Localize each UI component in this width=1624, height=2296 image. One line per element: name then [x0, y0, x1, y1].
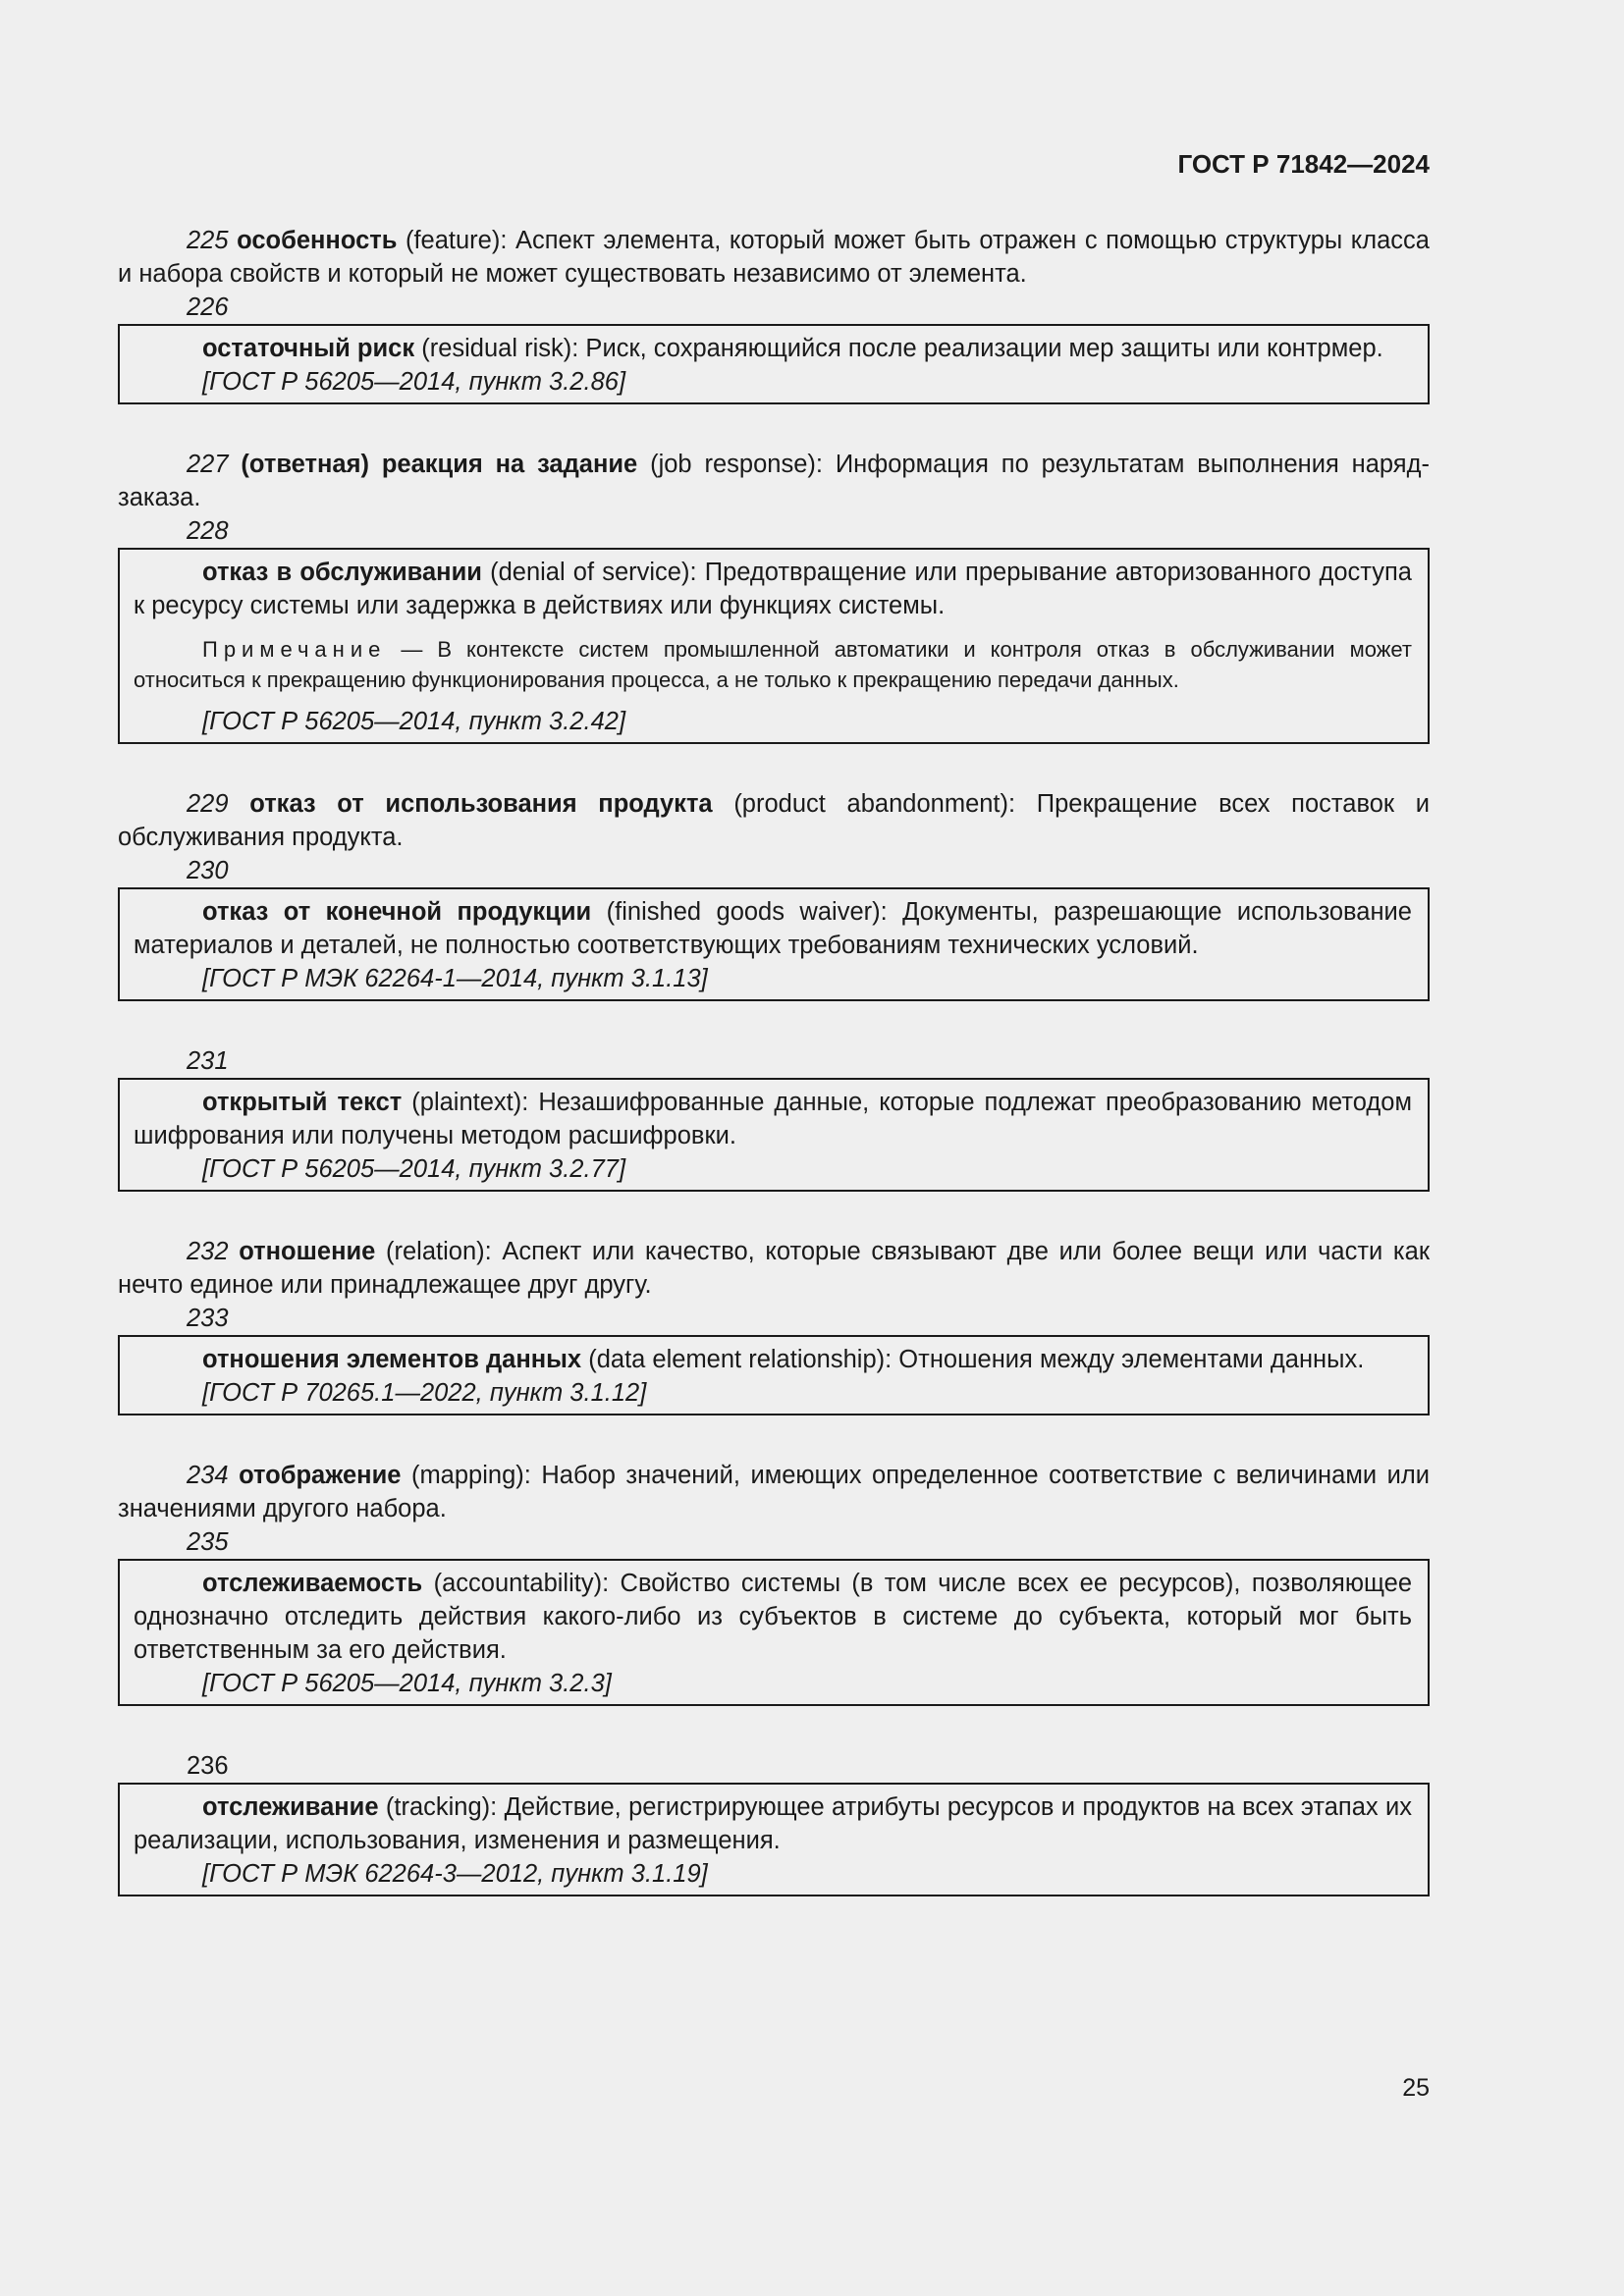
terms-list [118, 224, 1430, 1896]
term-definition: : Аспект элемента, который может быть отражен с помощью структуры класса и набора свойств и который не может существовать независимо от элемента. [118, 227, 1430, 288]
term-source: [ГОСТ Р МЭК 62264-1—2014, пункт 3.1.13] [202, 965, 708, 992]
note-label: Примечание [202, 637, 387, 662]
page-number: 25 [1402, 2074, 1430, 2102]
term-definition: : Незашифрованные данные, которые подлежат преобразованию методом шифрования или получены методом расшифровки. [134, 1089, 1412, 1149]
term-entry-234 [118, 1459, 1430, 1525]
term-number: 235 [187, 1528, 229, 1556]
term-english: (feature) [397, 227, 501, 254]
term-entry-227 [118, 448, 1430, 514]
term-number: 226 [187, 294, 229, 321]
term-name: открытый текст [202, 1089, 403, 1116]
term-source: [ГОСТ Р 56205—2014, пункт 3.2.86] [202, 368, 626, 396]
term-number: 227 [187, 451, 229, 478]
term-name: отказ от использования продукта [249, 790, 713, 818]
term-entry-231 [118, 1078, 1430, 1192]
term-number: 236 [187, 1752, 229, 1780]
term-name: особенность [237, 227, 398, 254]
term-definition: : Действие, регистрирующее атрибуты ресурсов и продуктов на всех этапах их реализации, использования, изменения и размещения. [134, 1793, 1413, 1854]
term-entry-226 [118, 324, 1430, 404]
term-number: 234 [187, 1462, 229, 1489]
term-number: 229 [187, 790, 229, 818]
term-english: (denial of service) [481, 559, 690, 586]
term-english: (residual risk) [414, 335, 572, 362]
term-english: (finished goods waiver) [591, 898, 881, 926]
term-entry-230 [118, 887, 1430, 1001]
term-name: отображение [239, 1462, 402, 1489]
term-name: (ответная) реакция на задание [241, 451, 638, 478]
term-entry-228 [118, 548, 1430, 744]
term-source: [ГОСТ Р 56205—2014, пункт 3.2.77] [202, 1155, 626, 1183]
term-definition: : Свойство системы (в том числе всех ее ресурсов), позволяющее однозначно отследить действия какого-либо из субъектов в системе до субъекта, который мог быть ответственным за его действия. [134, 1570, 1413, 1664]
term-entry-235 [118, 1559, 1430, 1706]
document-code: ГОСТ Р 71842—2024 [1177, 149, 1430, 179]
term-number: 228 [187, 517, 229, 545]
note-text: — В контексте систем промышленной автоматики и контроля отказ в обслуживании может относиться к прекращению функционирования процесса, а не только к прекращению передачи данных. [134, 637, 1412, 692]
term-english: (accountability) [422, 1570, 603, 1597]
term-name: отслеживание [202, 1793, 379, 1821]
term-entry-233 [118, 1335, 1430, 1415]
term-entry-225 [118, 224, 1430, 291]
term-english: (relation) [375, 1238, 485, 1265]
term-number: 232 [187, 1238, 229, 1265]
term-english: (tracking) [378, 1793, 491, 1821]
term-entry-232 [118, 1235, 1430, 1302]
term-name: остаточный риск [202, 335, 415, 362]
term-note [134, 634, 1412, 695]
term-source: [ГОСТ Р 56205—2014, пункт 3.2.42] [202, 708, 626, 735]
term-definition: : Предотвращение или прерывание авторизованного доступа к ресурсу системы или задержка в действиях или функциях системы. [134, 559, 1412, 619]
term-number: 225 [187, 227, 229, 254]
term-definition: : Документы, разрешающие использование материалов и деталей, не полностью соответствующих требованиям технических условий. [134, 898, 1412, 959]
term-source: [ГОСТ Р 70265.1—2022, пункт 3.1.12] [202, 1379, 647, 1407]
term-name: отношение [239, 1238, 376, 1265]
term-english: (mapping) [401, 1462, 524, 1489]
term-definition: : Отношения между элементами данных. [885, 1346, 1365, 1373]
term-english: (product abandonment) [712, 790, 1009, 818]
term-entry-236 [118, 1783, 1430, 1896]
term-number: 230 [187, 857, 229, 884]
term-name: отслеживаемость [202, 1570, 423, 1597]
term-number: 233 [187, 1305, 229, 1332]
term-definition: : Набор значений, имеющих определенное соответствие с величинами или значениями другого набора. [118, 1462, 1430, 1522]
term-number: 231 [187, 1047, 229, 1075]
term-name: отказ в обслуживании [202, 559, 482, 586]
term-english: (job response) [637, 451, 816, 478]
term-english: (plaintext) [402, 1089, 522, 1116]
term-english: (data element relationship) [581, 1346, 886, 1373]
term-definition: : Риск, сохраняющийся после реализации мер защиты или контрмер. [571, 335, 1383, 362]
term-definition: : Аспект или качество, которые связывают две или более вещи или части как нечто единое или принадлежащее друг другу. [118, 1238, 1430, 1299]
term-definition: : Прекращение всех поставок и обслуживания продукта. [118, 790, 1430, 851]
term-entry-229 [118, 787, 1430, 854]
term-name: отношения элементов данных [202, 1346, 582, 1373]
term-source: [ГОСТ Р МЭК 62264-3—2012, пункт 3.1.19] [202, 1860, 708, 1888]
term-name: отказ от конечной продукции [202, 898, 592, 926]
term-source: [ГОСТ Р 56205—2014, пункт 3.2.3] [202, 1670, 612, 1697]
term-definition: : Информация по результатам выполнения наряд-заказа. [118, 451, 1430, 511]
